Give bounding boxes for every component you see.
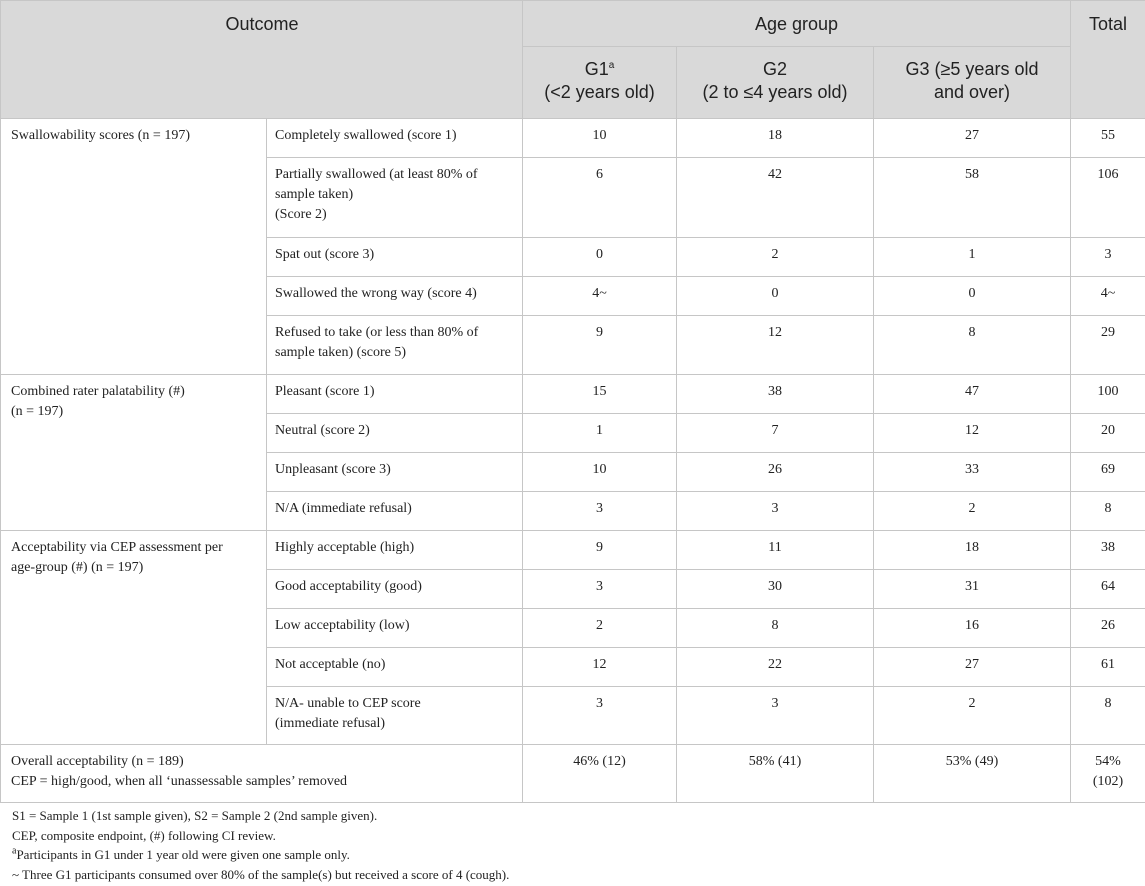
cell-g2: 18 xyxy=(677,119,874,158)
cell-g3: 0 xyxy=(874,277,1071,316)
cell-g1: 2 xyxy=(523,609,677,648)
cell-g2: 12 xyxy=(677,316,874,375)
cell-total: 8 xyxy=(1071,687,1145,745)
row-label: Spat out (score 3) xyxy=(267,238,523,277)
cell-g1: 9 xyxy=(523,316,677,375)
row-label: N/A- unable to CEP score (immediate refusal) xyxy=(267,687,523,745)
cell-g3: 33 xyxy=(874,453,1071,492)
row-label: Good acceptability (good) xyxy=(267,570,523,609)
cell-g1: 6 xyxy=(523,158,677,238)
row-label: Neutral (score 2) xyxy=(267,414,523,453)
cell-g3: 2 xyxy=(874,687,1071,745)
age-group-header: Age group xyxy=(523,1,1071,47)
cell-g2: 7 xyxy=(677,414,874,453)
table-row xyxy=(1,375,1145,414)
row-label: Swallowed the wrong way (score 4) xyxy=(267,277,523,316)
cell-g1: 3 xyxy=(523,492,677,531)
cell-g2: 2 xyxy=(677,238,874,277)
cell-total: 3 xyxy=(1071,238,1145,277)
cell-total: 29 xyxy=(1071,316,1145,375)
row-label: Highly acceptable (high) xyxy=(267,531,523,570)
row-label: Partially swallowed (at least 80% of sample taken) (Score 2) xyxy=(267,158,523,238)
cell-g1: 15 xyxy=(523,375,677,414)
cell-total: 20 xyxy=(1071,414,1145,453)
cell-g1: 12 xyxy=(523,648,677,687)
overall-total: 54% (102) xyxy=(1071,745,1145,803)
cell-total: 38 xyxy=(1071,531,1145,570)
cell-g3: 47 xyxy=(874,375,1071,414)
table-row xyxy=(1,531,1145,570)
row-label: Low acceptability (low) xyxy=(267,609,523,648)
overall-g3: 53% (49) xyxy=(874,745,1071,803)
group-label-swallowability: Swallowability scores (n = 197) xyxy=(1,119,267,375)
cell-g2: 38 xyxy=(677,375,874,414)
cell-g3: 16 xyxy=(874,609,1071,648)
g3-header: G3 (≥5 years old and over) xyxy=(874,47,1071,119)
footnote-cep: CEP, composite endpoint, (#) following CI review. xyxy=(12,827,276,843)
overall-label: Overall acceptability (n = 189) CEP = high/good, when all ‘unassessable samples’ removed xyxy=(1,745,523,803)
cell-g2: 42 xyxy=(677,158,874,238)
cell-g3: 58 xyxy=(874,158,1071,238)
cell-total: 61 xyxy=(1071,648,1145,687)
cell-total: 4~ xyxy=(1071,277,1145,316)
total-header: Total xyxy=(1071,1,1145,119)
cell-total: 100 xyxy=(1071,375,1145,414)
cell-total: 69 xyxy=(1071,453,1145,492)
cell-g2: 3 xyxy=(677,492,874,531)
cell-g3: 18 xyxy=(874,531,1071,570)
cell-total: 106 xyxy=(1071,158,1145,238)
cell-g1: 0 xyxy=(523,238,677,277)
overall-row xyxy=(1,745,1145,803)
cell-g2: 0 xyxy=(677,277,874,316)
footnote-g1: $^a$Participants in G1 under 1 year old were given one sample only. xyxy=(12,845,350,863)
cell-g3: 27 xyxy=(874,119,1071,158)
footnote-samples: S1 = Sample 1 (1st sample given), S2 = Sample 2 (2nd sample given). xyxy=(12,808,378,823)
cell-g1: 10 xyxy=(523,453,677,492)
cell-total: 55 xyxy=(1071,119,1145,158)
row-label: N/A (immediate refusal) xyxy=(267,492,523,531)
cell-g3: 1 xyxy=(874,238,1071,277)
cell-g3: 8 xyxy=(874,316,1071,375)
overall-g2: 58% (41) xyxy=(677,745,874,803)
cell-g2: 3 xyxy=(677,687,874,745)
row-label: Pleasant (score 1) xyxy=(267,375,523,414)
row-label: Completely swallowed (score 1) xyxy=(267,119,523,158)
cell-g2: 8 xyxy=(677,609,874,648)
cell-total: 8 xyxy=(1071,492,1145,531)
footnotes xyxy=(12,806,1132,884)
g2-header: G2 (2 to ≤4 years old) xyxy=(677,47,874,119)
table-row xyxy=(1,119,1145,158)
outcome-header: Outcome xyxy=(1,1,523,119)
cell-g1: 3 xyxy=(523,570,677,609)
cell-g1: 3 xyxy=(523,687,677,745)
row-label: Not acceptable (no) xyxy=(267,648,523,687)
cell-g1: 9 xyxy=(523,531,677,570)
cell-g1: 10 xyxy=(523,119,677,158)
cell-total: 26 xyxy=(1071,609,1145,648)
group-label-acceptability: Acceptability via CEP assessment per age-group (#) (n = 197) xyxy=(1,531,267,745)
group-label-palatability: Combined rater palatability (#) (n = 197) xyxy=(1,375,267,531)
cell-g1: 1 xyxy=(523,414,677,453)
cell-g2: 11 xyxy=(677,531,874,570)
cell-g2: 26 xyxy=(677,453,874,492)
cell-g3: 12 xyxy=(874,414,1071,453)
row-label: Unpleasant (score 3) xyxy=(267,453,523,492)
cell-g3: 2 xyxy=(874,492,1071,531)
footnote-tilde: ~ Three G1 participants consumed over 80% of the sample(s) but received a score of 4 (cough). xyxy=(12,866,510,882)
cell-g3: 27 xyxy=(874,648,1071,687)
cell-g3: 31 xyxy=(874,570,1071,609)
row-label: Refused to take (or less than 80% of sample taken) (score 5) xyxy=(267,316,523,375)
cell-g1: 4~ xyxy=(523,277,677,316)
cell-total: 64 xyxy=(1071,570,1145,609)
cell-g2: 22 xyxy=(677,648,874,687)
overall-g1: 46% (12) xyxy=(523,745,677,803)
g1-header: G1$^a$ (<2 years old) xyxy=(523,47,677,119)
cell-g2: 30 xyxy=(677,570,874,609)
